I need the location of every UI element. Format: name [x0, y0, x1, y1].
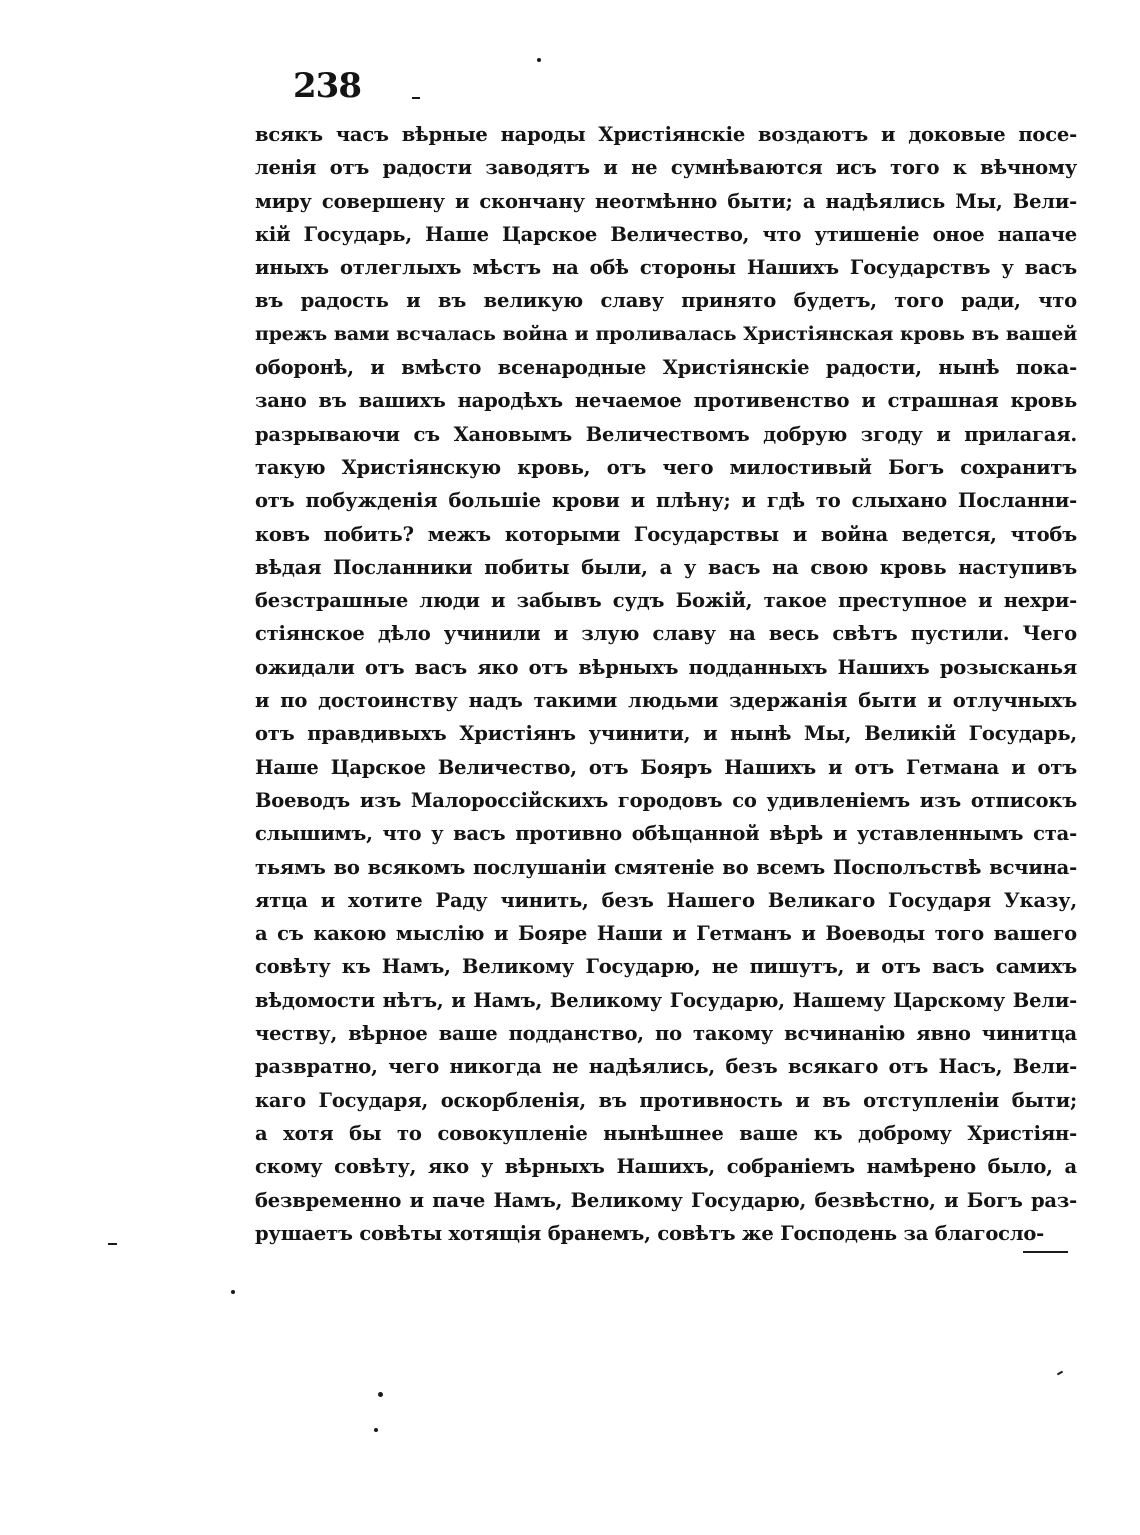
text-line: а съ какою мыслію и Бояре Наши и Гетманъ и Воеводы того вашего: [255, 922, 1077, 946]
text-line: вѣдомости нѣтъ, и Намъ, Великому Государю, Нашему Царскому Вели-: [255, 988, 1077, 1012]
scan-speck: [108, 1243, 117, 1245]
scan-speck: [231, 1290, 235, 1294]
text-line: совѣту къ Намъ, Великому Государю, не пишутъ, и отъ васъ самихъ: [255, 955, 1077, 979]
text-line: миру совершену и скончану неотмѣнно быти; а надѣялись Мы, Вели-: [255, 189, 1077, 213]
text-line: ятца и хотите Раду чинить, безъ Нашего Великаго Государя Указу,: [255, 888, 1077, 912]
text-line: такую Христіянскую кровь, отъ чего милостивый Богъ сохранитъ: [255, 455, 1077, 479]
body-text: [255, 118, 1077, 1250]
text-line: а хотя бы то совокупленіе нынѣшнее ваше къ доброму Христіян-: [255, 1121, 1077, 1145]
text-line: Наше Царское Величество, отъ Бояръ Нашихъ и отъ Гетмана и отъ: [255, 755, 1077, 779]
text-line: ожидали отъ васъ яко отъ вѣрныхъ подданныхъ Нашихъ розысканья: [255, 655, 1077, 679]
text-line: стіянское дѣло учинили и злую славу на весь свѣтъ пустили. Чего: [255, 622, 1077, 646]
text-line: честву, вѣрное ваше подданство, по такому всчинанію явно чинитца: [255, 1022, 1077, 1046]
page-number: 238: [293, 66, 361, 106]
text-line: развратно, чего никогда не надѣялись, безъ всякаго отъ Насъ, Вели-: [255, 1055, 1077, 1079]
scan-speck: [537, 58, 541, 62]
text-line: рушаетъ совѣты хотящія бранемъ, совѣтъ же Господень за благосло-: [255, 1221, 1045, 1245]
text-line: безстрашные люди и забывъ судъ Божій, такое преступное и нехри-: [255, 589, 1077, 613]
text-line: ленія отъ радости заводятъ и не сумнѣваются исъ того к вѣчному: [255, 156, 1077, 180]
text-line: иныхъ отлеглыхъ мѣстъ на обѣ стороны Нашихъ Государствъ у васъ: [255, 256, 1077, 280]
text-line: вѣдая Посланники побиты были, а у васъ на свою кровь наступивъ: [255, 555, 1077, 579]
text-line: отъ правдивыхъ Христіянъ учинити, и нынѣ Мы, Великій Государь,: [255, 722, 1077, 746]
text-line: каго Государя, оскорбленія, въ противность и въ отступленіи быти;: [255, 1088, 1077, 1112]
text-line: разрываючи съ Хановымъ Величествомъ добрую згоду и прилагая.: [255, 422, 1077, 446]
text-line: въ радость и въ великую славу принято будетъ, того ради, что: [255, 289, 1077, 313]
text-line: отъ побужденія большіе крови и плѣну; и гдѣ то слыхано Посланни-: [255, 489, 1077, 513]
text-line: и по достоинству надъ такими людьми здержанія быти и отлучныхъ: [255, 689, 1077, 713]
text-line: зано въ вашихъ народѣхъ нечаемое противенство и страшная кровь: [255, 389, 1077, 413]
text-line: слышимъ, что у васъ противно обѣщанной вѣрѣ и уставленнымъ ста-: [255, 822, 1077, 846]
footer-rule: [1023, 1251, 1068, 1253]
scan-speck: [412, 97, 420, 99]
text-line: всякъ часъ вѣрные народы Христіянскіе воздаютъ и доковые посе-: [255, 123, 1077, 146]
text-line: ковъ побить? межъ которыми Государствы и война ведется, чтобъ: [255, 522, 1077, 546]
text-line: безвременно и паче Намъ, Великому Государю, безвѣстно, и Богъ раз-: [255, 1188, 1077, 1212]
text-line: Воеводъ изъ Малороссійскихъ городовъ со удивленіемъ изъ отписокъ: [255, 788, 1077, 812]
text-line: оборонѣ, и вмѣсто всенародные Христіянскіе радости, нынѣ пока-: [255, 356, 1077, 380]
text-line: скому совѣту, яко у вѣрныхъ Нашихъ, собраніемъ намѣрено было, а: [255, 1155, 1077, 1179]
text-line: прежъ вами всчалась война и проливалась Христіянская кровь въ вашей: [255, 322, 1077, 345]
scan-speck: [378, 1392, 383, 1397]
scan-speck: [1057, 1371, 1063, 1376]
text-line: тьямъ во всякомъ послушаніи смятеніе во всемъ Посполъствѣ всчина-: [255, 855, 1077, 879]
text-line: кій Государь, Наше Царское Величество, что утишеніе оное напаче: [255, 222, 1077, 246]
scan-speck: [374, 1428, 378, 1432]
